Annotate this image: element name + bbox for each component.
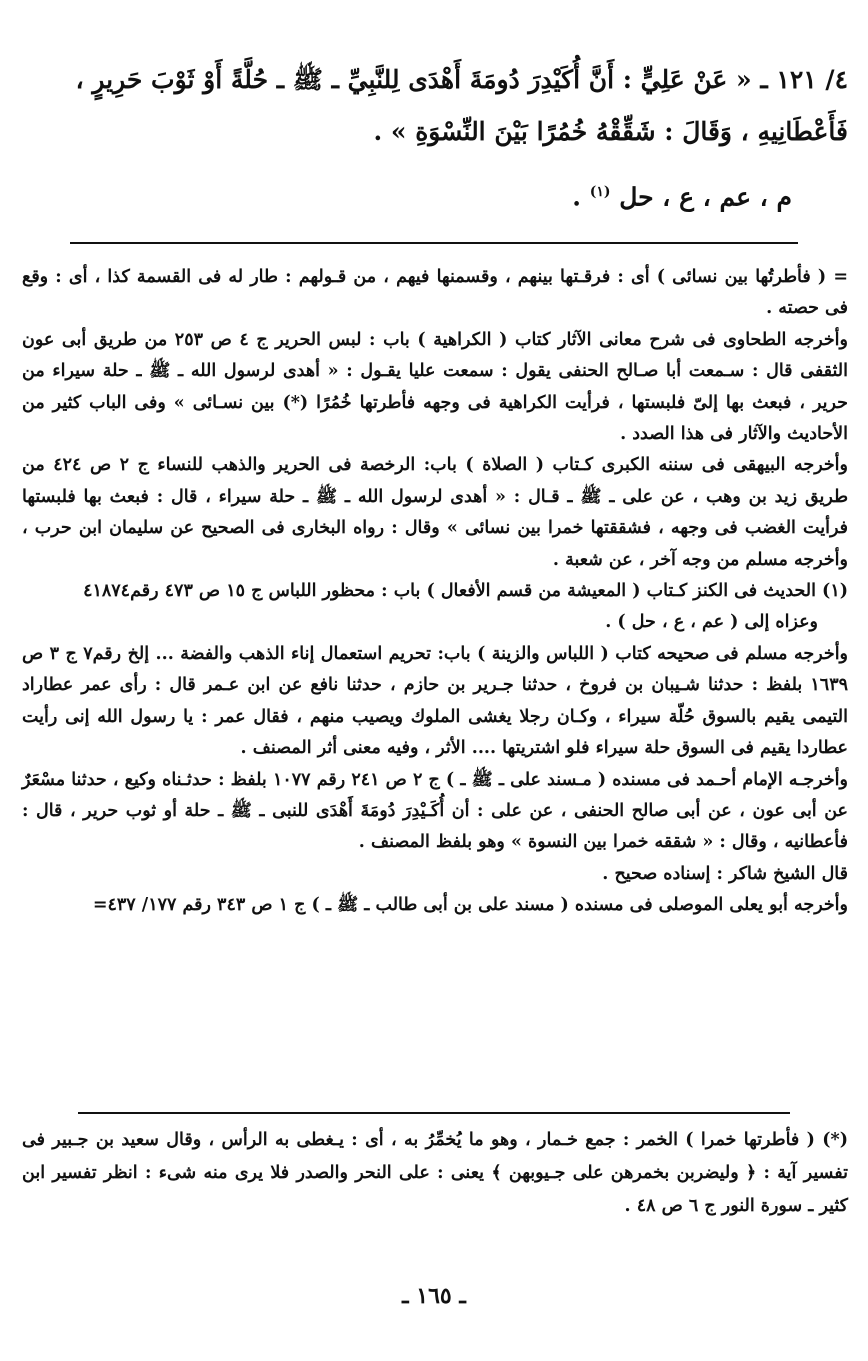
footnote-paragraph: وأخرجـه الإمام أحـمد فى مسنده ( مـسند على ـ ﷺ ـ ) ج ٢ ص ٢٤١ رقم ١٠٧٧ بلفظ : حدثـناه وكيع ، حدثنا مسْعَرٌ عن أبى عون ، عن أبى صالح الحنفى ، عن على : أن أُكَـيْدِرَ دُومَةَ أَهْدَى للنبى ـ ﷺ ـ حلة أو ثوب حرير ، قال : فأعطانيه ، وقال : « شققه خمرا بين النسوة » وهو بلفظ المصنف .: [22, 769, 848, 853]
footnotes: [22, 262, 848, 922]
footnote-paragraph: وأخرجه الطحاوى فى شرح معانى الآثار كتاب ( الكراهية ) باب : لبس الحرير ج ٤ ص ٢٥٣ من طريق أبى عون الثقفى قال : سـمعت أبا صـالح الحنفى يقول : سمعت عليا يقـول : « أهدى لرسول الله ـ ﷺ ـ حلة سيراء من حرير ، فبعث بها إلىّ فلبستها ، فرأيت الكراهية فى وجهه فأطرتها خُمُرًا (*) بين نسـائى » وفى الباب كثير من الأحاديث والآثار فى هذا الصدد .: [22, 329, 848, 445]
star-note-divider: [78, 1112, 790, 1114]
footnote-marker: (١): [589, 184, 611, 200]
footnote-paragraph: وأخرجه أبو يعلى الموصلى فى مسنده ( مسند على بن أبى طالب ـ ﷺ ـ ) ج ١ ص ٣٤٣ رقم ١٧٧/ ٤٣٧=: [92, 895, 848, 916]
hadith-line-1: ٤/ ١٢١ ـ « عَنْ عَلِيٍّ : أَنَّ أُكَيْدِرَ دُومَةَ أَهْدَى لِلنَّبِيِّ ـ ﷺ ـ حُلَّةً أَوْ ثَوْبَ حَرِيرٍ ،: [75, 65, 848, 94]
footnote-paragraph: قال الشيخ شاكر : إسناده صحيح .: [602, 863, 848, 884]
hadith-references: [20, 166, 848, 223]
hadith-text: [20, 54, 848, 223]
star-note-text: (*) ( فأطرتها خمرا ) الخمر : جمع خـمار ، وهو ما يُخمِّرُ به ، أى : يـغطى به الرأس ، وقال سعيد بن جـبير فى تفسير آية : ﴿ وليضربن بخمرهن على جـيوبهن ﴾ يعنى : على النحر والصدر فلا يرى منه شىء : انظر تفسير ابن كثير ـ سورة النور ج ٦ ص ٤٨ .: [22, 1130, 848, 1216]
footnote-paragraph: وأخرجه مسلم فى صحيحه كتاب ( اللباس والزينة ) باب: تحريم استعمال إناء الذهب والفضة ... إلخ رقم٧ ج ٣ ص ١٦٣٩ بلفظ : حدثنا شـيبان بن فروخ ، حدثنا جـرير بن حازم ، حدثنا نافع عن ابن عـمر قال : رأى عمر عطاراد التيمى يقيم بالسوق حُلّة سيراء ، وكـان رجلا يغشى الملوك ويصيب منهم ، فقال عمر : يا رسول الله إنى رأيت عطاردا يقيم فى السوق حلة سيراء فلو اشتريتها .... الأثر ، وفيه معنى أثر المصنف .: [22, 643, 849, 759]
hadith-line-2: فَأَعْطَانِيهِ ، وَقَالَ : شَقِّقْهُ خُمُرًا بَيْنَ النِّسْوَةِ » .: [373, 117, 848, 146]
footnote-1: (١) الحديث فى الكنز كـتاب ( المعيشة من قسم الأفعال ) باب : محظور اللباس ج ١٥ ص ٤٧٣ رقم٤١٨٧٤: [83, 581, 848, 602]
page-number: ـ ١٦٥ ـ: [402, 1283, 466, 1309]
footnote-paragraph: = ( فأطرتُها بين نسائى ) أى : فرقـتها بينهم ، وقسمنها فيهم ، من قـولهم : طار له فى القسمة كذا ، أى : وقع فى حصته .: [22, 267, 848, 319]
footnote-paragraph: وأخرجه البيهقى فى سننه الكبرى كـتاب ( الصلاة ) باب: الرخصة فى الحرير والذهب للنساء ج ٢ ص ٤٢٤ من طريق زيد بن وهب ، عن على ـ ﷺ ـ قـال : « أهدى لرسول الله ـ ﷺ ـ حلة سيراء ، قال : فبعث بها فلبستها فرأيت الغضب فى وجهه ، فشققتها خمرا بين نسائى » وقال : رواه البخارى فى الصحيح عن سليمان ابن حرب ، وأخرجه مسلم من وجه آخر ، عن شعبة .: [22, 455, 848, 570]
star-note: [22, 1124, 848, 1223]
reference-end: .: [572, 182, 581, 212]
footnote-divider: [70, 242, 798, 244]
reference-codes: م ، عم ، ع ، حل: [619, 182, 792, 212]
footnote-1-continued: وعزاه إلى ( عم ، ع ، حل ) .: [605, 612, 818, 633]
